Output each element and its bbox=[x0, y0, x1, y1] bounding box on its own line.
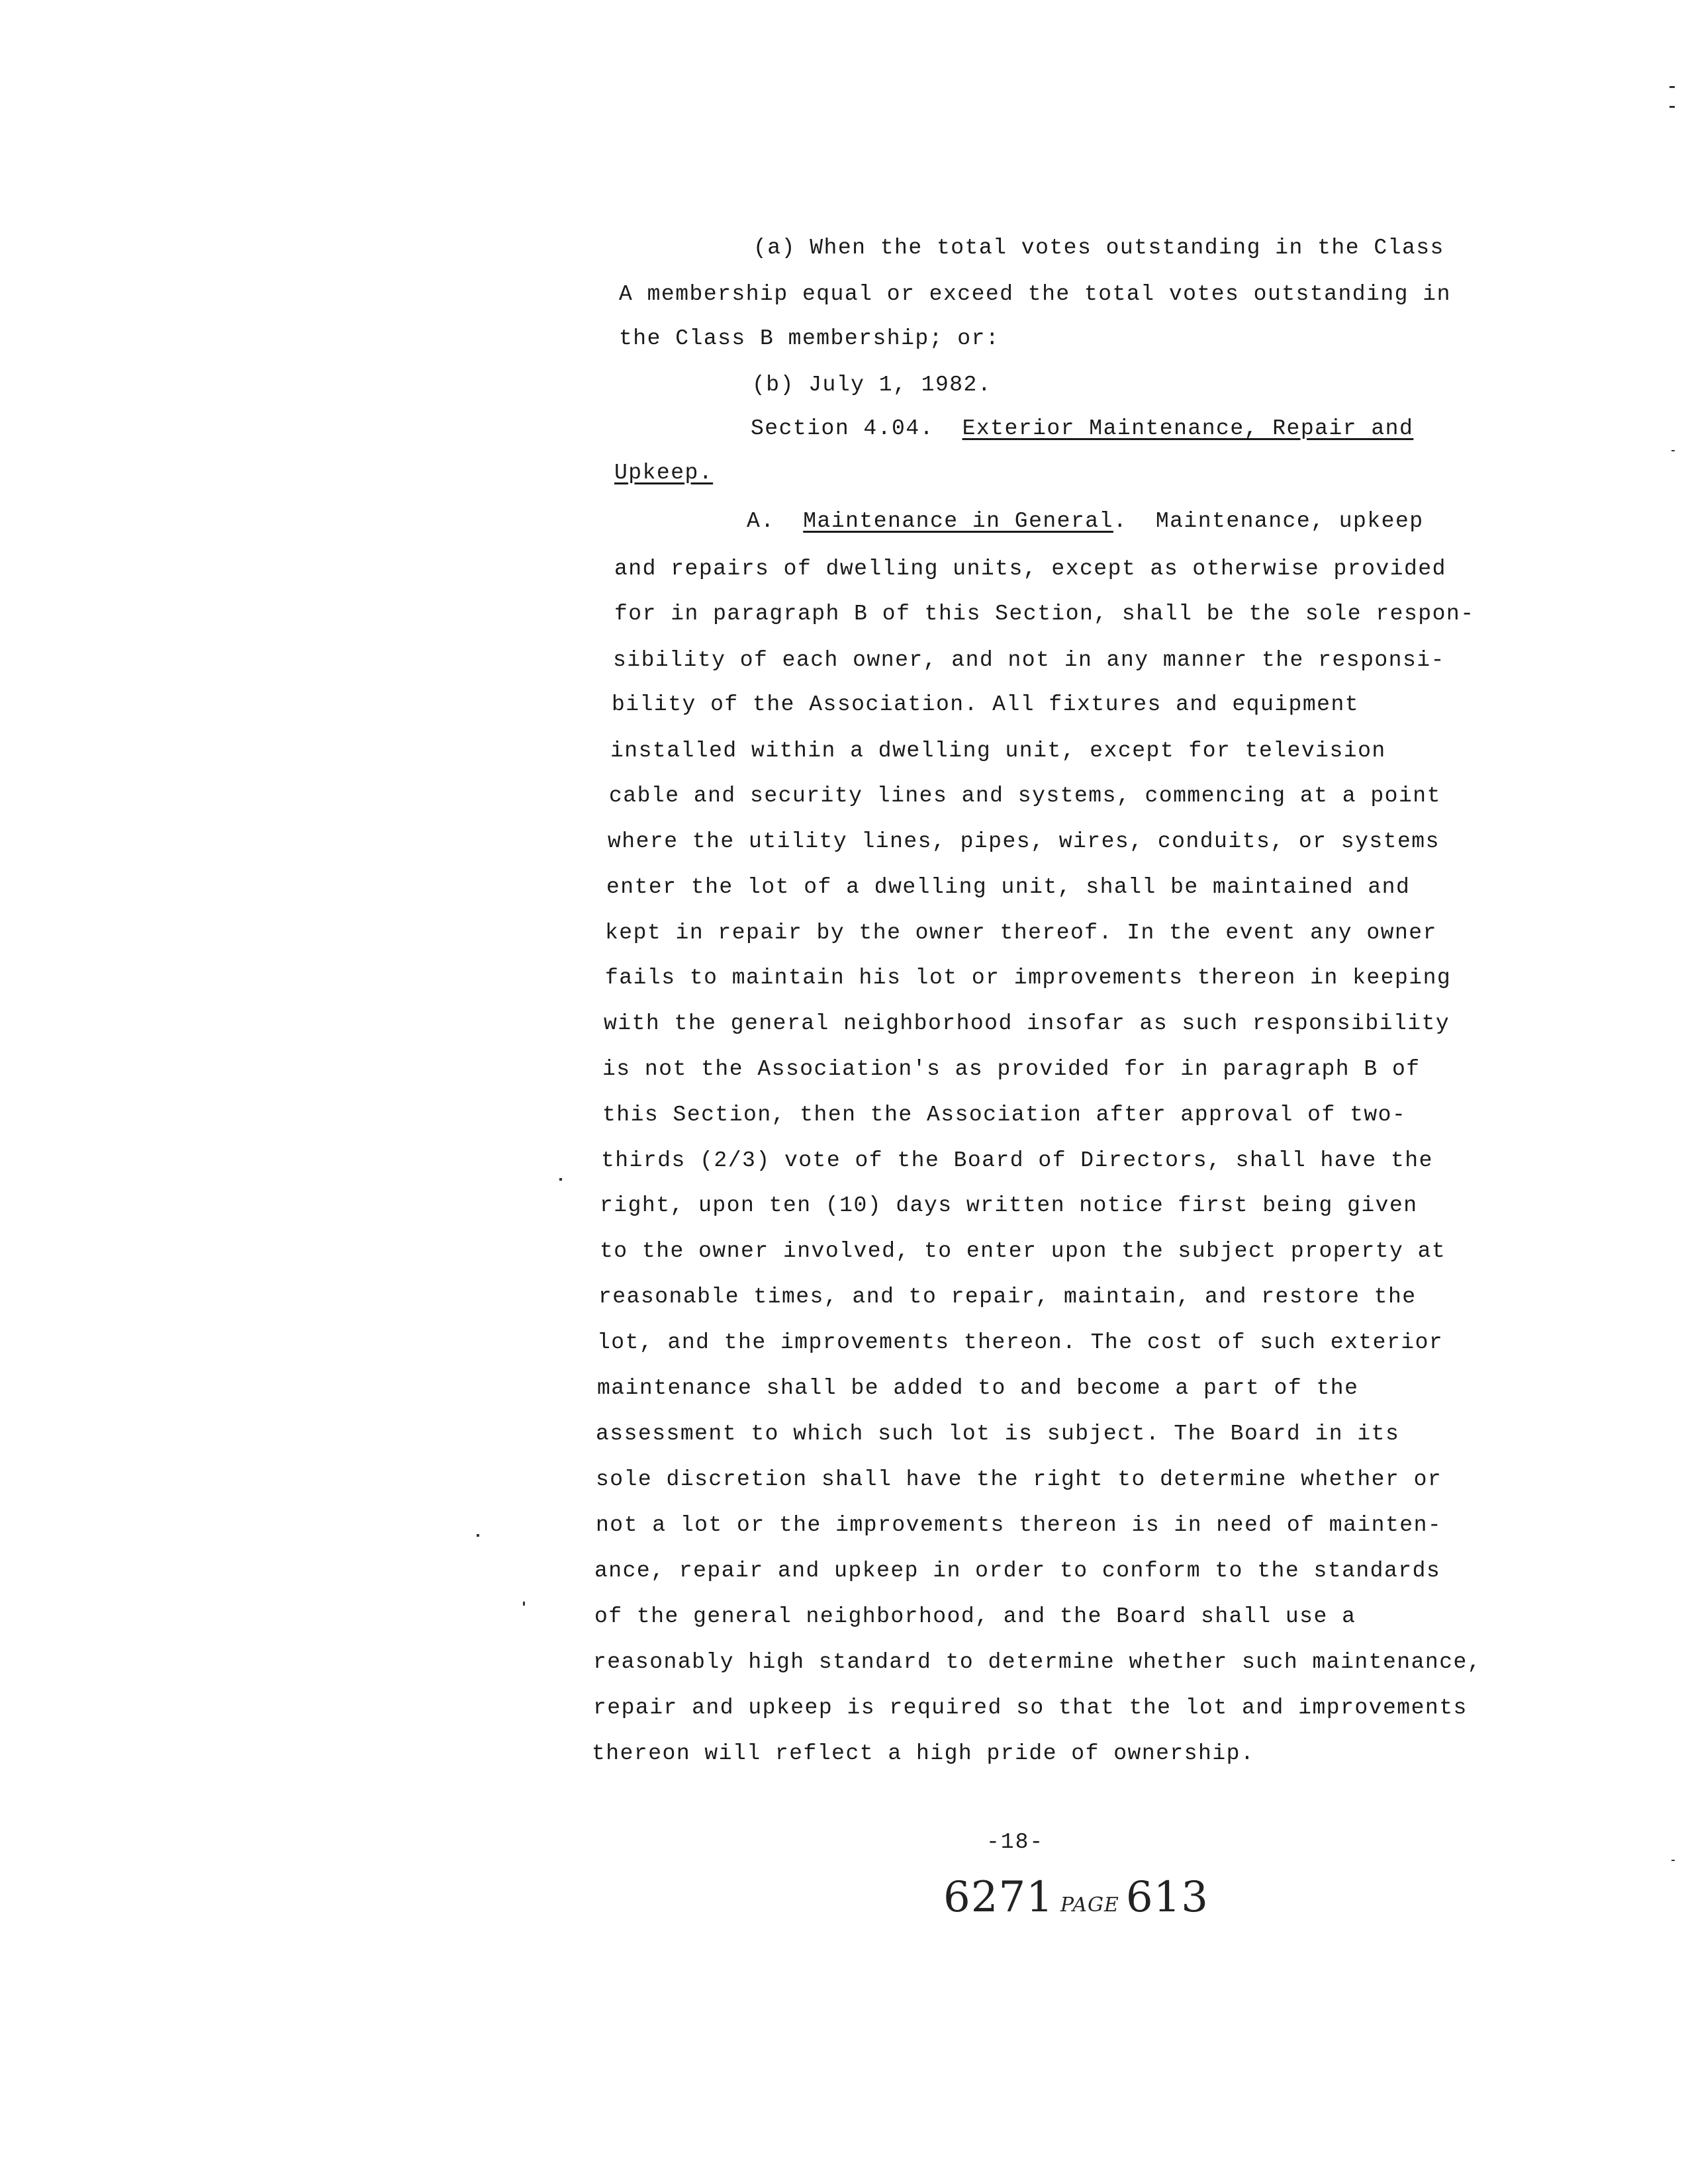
text-line: sole discretion shall have the right to determine whether or bbox=[596, 1467, 1442, 1492]
text-line: where the utility lines, pipes, wires, conduits, or systems bbox=[608, 829, 1440, 854]
stamp-book: 6271 bbox=[943, 1873, 1054, 1922]
subsection-continuation: Maintenance, upkeep bbox=[1155, 509, 1424, 533]
text-line: installed within a dwelling unit, except for television bbox=[610, 739, 1386, 763]
text-line: maintenance shall be added to and become a part of the bbox=[597, 1376, 1359, 1400]
scan-mark bbox=[477, 1534, 479, 1537]
subsection-title: Maintenance in General bbox=[803, 509, 1113, 533]
text-line: with the general neighborhood insofar as such responsibility bbox=[604, 1011, 1450, 1036]
text-line: cable and security lines and systems, commencing at a point bbox=[609, 784, 1441, 808]
text-line: sibility of each owner, and not in any manner the responsi- bbox=[613, 648, 1445, 672]
scan-mark bbox=[523, 1602, 525, 1606]
text-line: enter the lot of a dwelling unit, shall be maintained and bbox=[606, 875, 1411, 899]
text-line: assessment to which such lot is subject. The Board in its bbox=[596, 1422, 1400, 1446]
text-line: (a) When the total votes outstanding in the Class bbox=[753, 236, 1444, 260]
stamp-label: PAGE bbox=[1060, 1893, 1119, 1917]
text-line: lot, and the improvements thereon. The cost of such exterior bbox=[597, 1330, 1444, 1355]
scan-mark bbox=[1671, 450, 1675, 451]
text-line: kept in repair by the owner thereof. In the event any owner bbox=[605, 921, 1437, 945]
section-title-continuation: Upkeep. bbox=[614, 461, 714, 485]
section-heading bbox=[751, 416, 1413, 442]
scan-mark bbox=[1671, 1860, 1675, 1861]
book-page-stamp bbox=[943, 1873, 1209, 1922]
scan-mark bbox=[559, 1178, 562, 1181]
text-line: reasonably high standard to determine whether such maintenance, bbox=[593, 1650, 1482, 1674]
text-line: and repairs of dwelling units, except as otherwise provided bbox=[614, 557, 1446, 581]
subsection-period: . bbox=[1113, 509, 1128, 533]
text-line: not a lot or the improvements thereon is in need of mainten- bbox=[596, 1513, 1442, 1537]
text-line: ance, repair and upkeep in order to conform to the standards bbox=[594, 1559, 1441, 1583]
text-line: this Section, then the Association after approval of two- bbox=[602, 1103, 1407, 1127]
text-line: thirds (2/3) vote of the Board of Directors, shall have the bbox=[601, 1148, 1433, 1173]
scan-mark bbox=[1669, 86, 1675, 88]
page-number: -18- bbox=[986, 1830, 1045, 1854]
text-line: the Class B membership; or: bbox=[619, 326, 1000, 351]
section-number: Section 4.04. bbox=[751, 416, 934, 441]
section-title: Exterior Maintenance, Repair and bbox=[962, 416, 1414, 441]
stamp-page: 613 bbox=[1125, 1873, 1209, 1922]
text-line: thereon will reflect a high pride of ownership. bbox=[592, 1741, 1255, 1766]
text-line: A membership equal or exceed the total votes outstanding in bbox=[619, 282, 1451, 306]
text-line: repair and upkeep is required so that the lot and improvements bbox=[593, 1696, 1468, 1720]
text-line: for in paragraph B of this Section, shall be the sole respon- bbox=[614, 602, 1475, 626]
text-line: fails to maintain his lot or improvements thereon in keeping bbox=[605, 966, 1452, 990]
subsection-heading bbox=[747, 508, 1424, 535]
text-line: reasonable times, and to repair, maintain, and restore the bbox=[598, 1285, 1417, 1309]
text-line: is not the Association's as provided for in paragraph B of bbox=[602, 1057, 1421, 1081]
text-line: right, upon ten (10) days written notice first being given bbox=[600, 1193, 1418, 1218]
text-line: (b) July 1, 1982. bbox=[752, 373, 992, 397]
scan-mark bbox=[1669, 106, 1675, 108]
text-line: of the general neighborhood, and the Board shall use a bbox=[594, 1604, 1356, 1629]
subsection-label: A. bbox=[747, 509, 775, 533]
text-line: bility of the Association. All fixtures and equipment bbox=[612, 692, 1360, 717]
text-line: to the owner involved, to enter upon the subject property at bbox=[600, 1239, 1446, 1263]
